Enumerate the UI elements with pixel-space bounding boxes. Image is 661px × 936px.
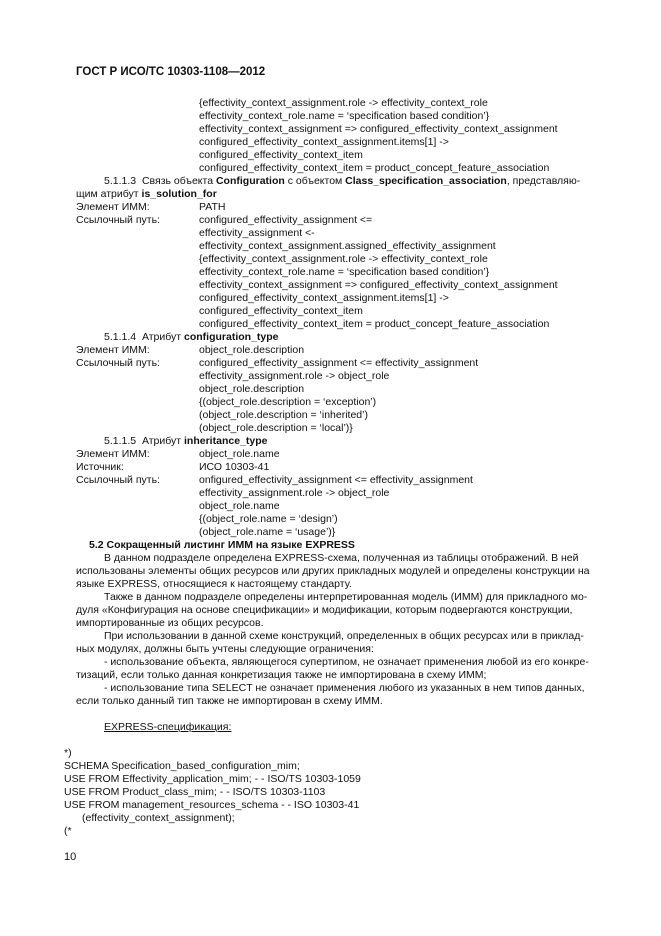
section-5113-heading <box>104 175 580 188</box>
code-line: *) <box>64 747 72 759</box>
elem-label: Элемент ИММ: <box>76 344 150 356</box>
list-item-line: тизаций, если только данная конкретизация также не импортирована в схему ИММ; <box>76 669 487 681</box>
path-line: object_role.description <box>199 383 305 395</box>
path-line: configured_effectivity_context_item <box>199 149 363 161</box>
path-line: (object_role.description = ‘local’)} <box>199 422 353 434</box>
list-item-line: если только данный тип также не импортирован в схему ИММ. <box>76 695 383 707</box>
ref-label: Ссылочный путь: <box>76 474 160 486</box>
code-line: USE FROM Product_class_mim; - - ISO/TS 10303-1103 <box>64 786 326 798</box>
path-line: configured_effectivity_context_assignment.items[1] -> <box>199 136 449 148</box>
path-line: effectivity_context_role.name = ‘specification based condition’} <box>199 110 490 122</box>
paragraph-line: Также в данном подразделе определены интерпретированная модель (ИММ) для прикладного мо- <box>104 591 588 603</box>
ref-label: Ссылочный путь: <box>76 357 160 369</box>
page-header: ГОСТ Р ИСО/ТС 10303-1108—2012 <box>76 66 266 78</box>
page-number: 10 <box>64 851 77 863</box>
paragraph-line: импортированные из общих ресурсов. <box>76 617 264 629</box>
path-line: configured_effectivity_assignment <= effectivity_assignment <box>199 357 479 369</box>
path-line: effectivity_context_assignment.assigned_effectivity_assignment <box>199 240 496 252</box>
path-line: {effectivity_context_assignment.role -> effectivity_context_role <box>199 97 488 109</box>
code-line: USE FROM Effectivity_application_mim; - - ISO/TS 10303-1059 <box>64 773 361 785</box>
heading-text: щим атрибут <box>76 188 142 200</box>
path-line: configured_effectivity_context_item = product_concept_feature_association <box>199 162 550 174</box>
path-line: {(object_role.name = ‘design’) <box>199 513 338 525</box>
section-number: 5.1.1.5 <box>104 435 137 447</box>
section-5115-heading <box>104 435 267 448</box>
path-line: effectivity_context_assignment => configured_effectivity_context_assignment <box>199 279 558 291</box>
paragraph-line: При использовании в данной схеме конструкций, определенных в общих ресурсах или в приклад- <box>104 630 584 642</box>
path-line: effectivity_context_assignment => configured_effectivity_context_assignment <box>199 123 558 135</box>
heading-text: Атрибут <box>141 331 185 343</box>
source-value: ИСО 10303-41 <box>199 461 270 473</box>
heading-text: с объектом <box>284 175 346 187</box>
paragraph-line: языке EXPRESS, относящиеся к настоящему стандарту. <box>76 578 352 590</box>
elem-value: object_role.name <box>199 448 280 460</box>
heading-text: Атрибут <box>141 435 185 447</box>
path-line: effectivity_context_role.name = ‘specification based condition’} <box>199 266 490 278</box>
path-line: (object_role.name = ‘usage’)} <box>199 526 336 538</box>
source-label: Источник: <box>76 461 124 473</box>
attribute-name: is_solution_for <box>141 188 217 200</box>
section-number: 5.1.1.3 <box>104 175 137 187</box>
paragraph-line: использованы элементы общих ресурсов или других прикладных модулей и определены конструкции на <box>76 565 590 577</box>
express-spec-label: EXPRESS-спецификация: <box>104 721 232 733</box>
section-5-2-title: 5.2 Сокращенный листинг ИММ на языке EXPRESS <box>89 539 355 551</box>
path-line: (object_role.description = ‘inherited’) <box>199 409 368 421</box>
attribute-name: configuration_type <box>184 331 279 343</box>
section-5113-heading-cont <box>76 188 217 201</box>
path-line: configured_effectivity_assignment <= <box>199 214 373 226</box>
elem-value: object_role.description <box>199 344 305 356</box>
code-line: (effectivity_context_assignment); <box>82 812 235 824</box>
attribute-name: inheritance_type <box>184 435 268 447</box>
ref-label: Ссылочный путь: <box>76 214 160 226</box>
path-line: object_role.name <box>199 500 280 512</box>
elem-label: Элемент ИММ: <box>76 201 150 213</box>
entity-name: Configuration <box>215 175 285 187</box>
list-item-line: - использование типа SELECT не означает применения любого из указанных в нем типов данных, <box>104 682 585 694</box>
path-line: {effectivity_context_assignment.role -> effectivity_context_role <box>199 253 488 265</box>
paragraph-line: дуля «Конфигурация на основе спецификации» и модификации, которым подвергаются конструкции, <box>76 604 573 616</box>
elem-label: Элемент ИММ: <box>76 448 150 460</box>
path-line: effectivity_assignment.role -> object_role <box>199 370 390 382</box>
list-item-line: - использование объекта, являющегося супертипом, не означает применения любой из его конкре- <box>104 656 589 668</box>
path-line: {(object_role.description = ‘exception’) <box>199 396 377 408</box>
path-line: effectivity_assignment.role -> object_role <box>199 487 390 499</box>
code-line: (* <box>64 825 72 837</box>
heading-text: Связь объекта <box>141 175 216 187</box>
heading-text: , представляю- <box>506 175 581 187</box>
path-line: configured_effectivity_context_assignment.items[1] -> <box>199 292 449 304</box>
path-line: effectivity_assignment <- <box>199 227 315 239</box>
code-line: USE FROM management_resources_schema - - ISO 10303-41 <box>64 799 360 811</box>
section-5114-heading <box>104 331 279 344</box>
path-line: configured_effectivity_context_item = product_concept_feature_association <box>199 318 550 330</box>
elem-value: PATH <box>199 201 226 213</box>
code-line: SCHEMA Specification_based_configuration_mim; <box>64 760 300 772</box>
path-line: configured_effectivity_context_item <box>199 305 363 317</box>
section-number: 5.1.1.4 <box>104 331 137 343</box>
path-line: onfigured_effectivity_assignment <= effectivity_assignment <box>199 474 473 486</box>
paragraph-line: В данном подразделе определена EXPRESS-схема, полученная из таблицы отображений. В ней <box>104 552 579 564</box>
paragraph-line: ных модулях, должны быть учтены следующие ограничения: <box>76 643 374 655</box>
entity-name: Class_specification_association <box>345 175 507 187</box>
